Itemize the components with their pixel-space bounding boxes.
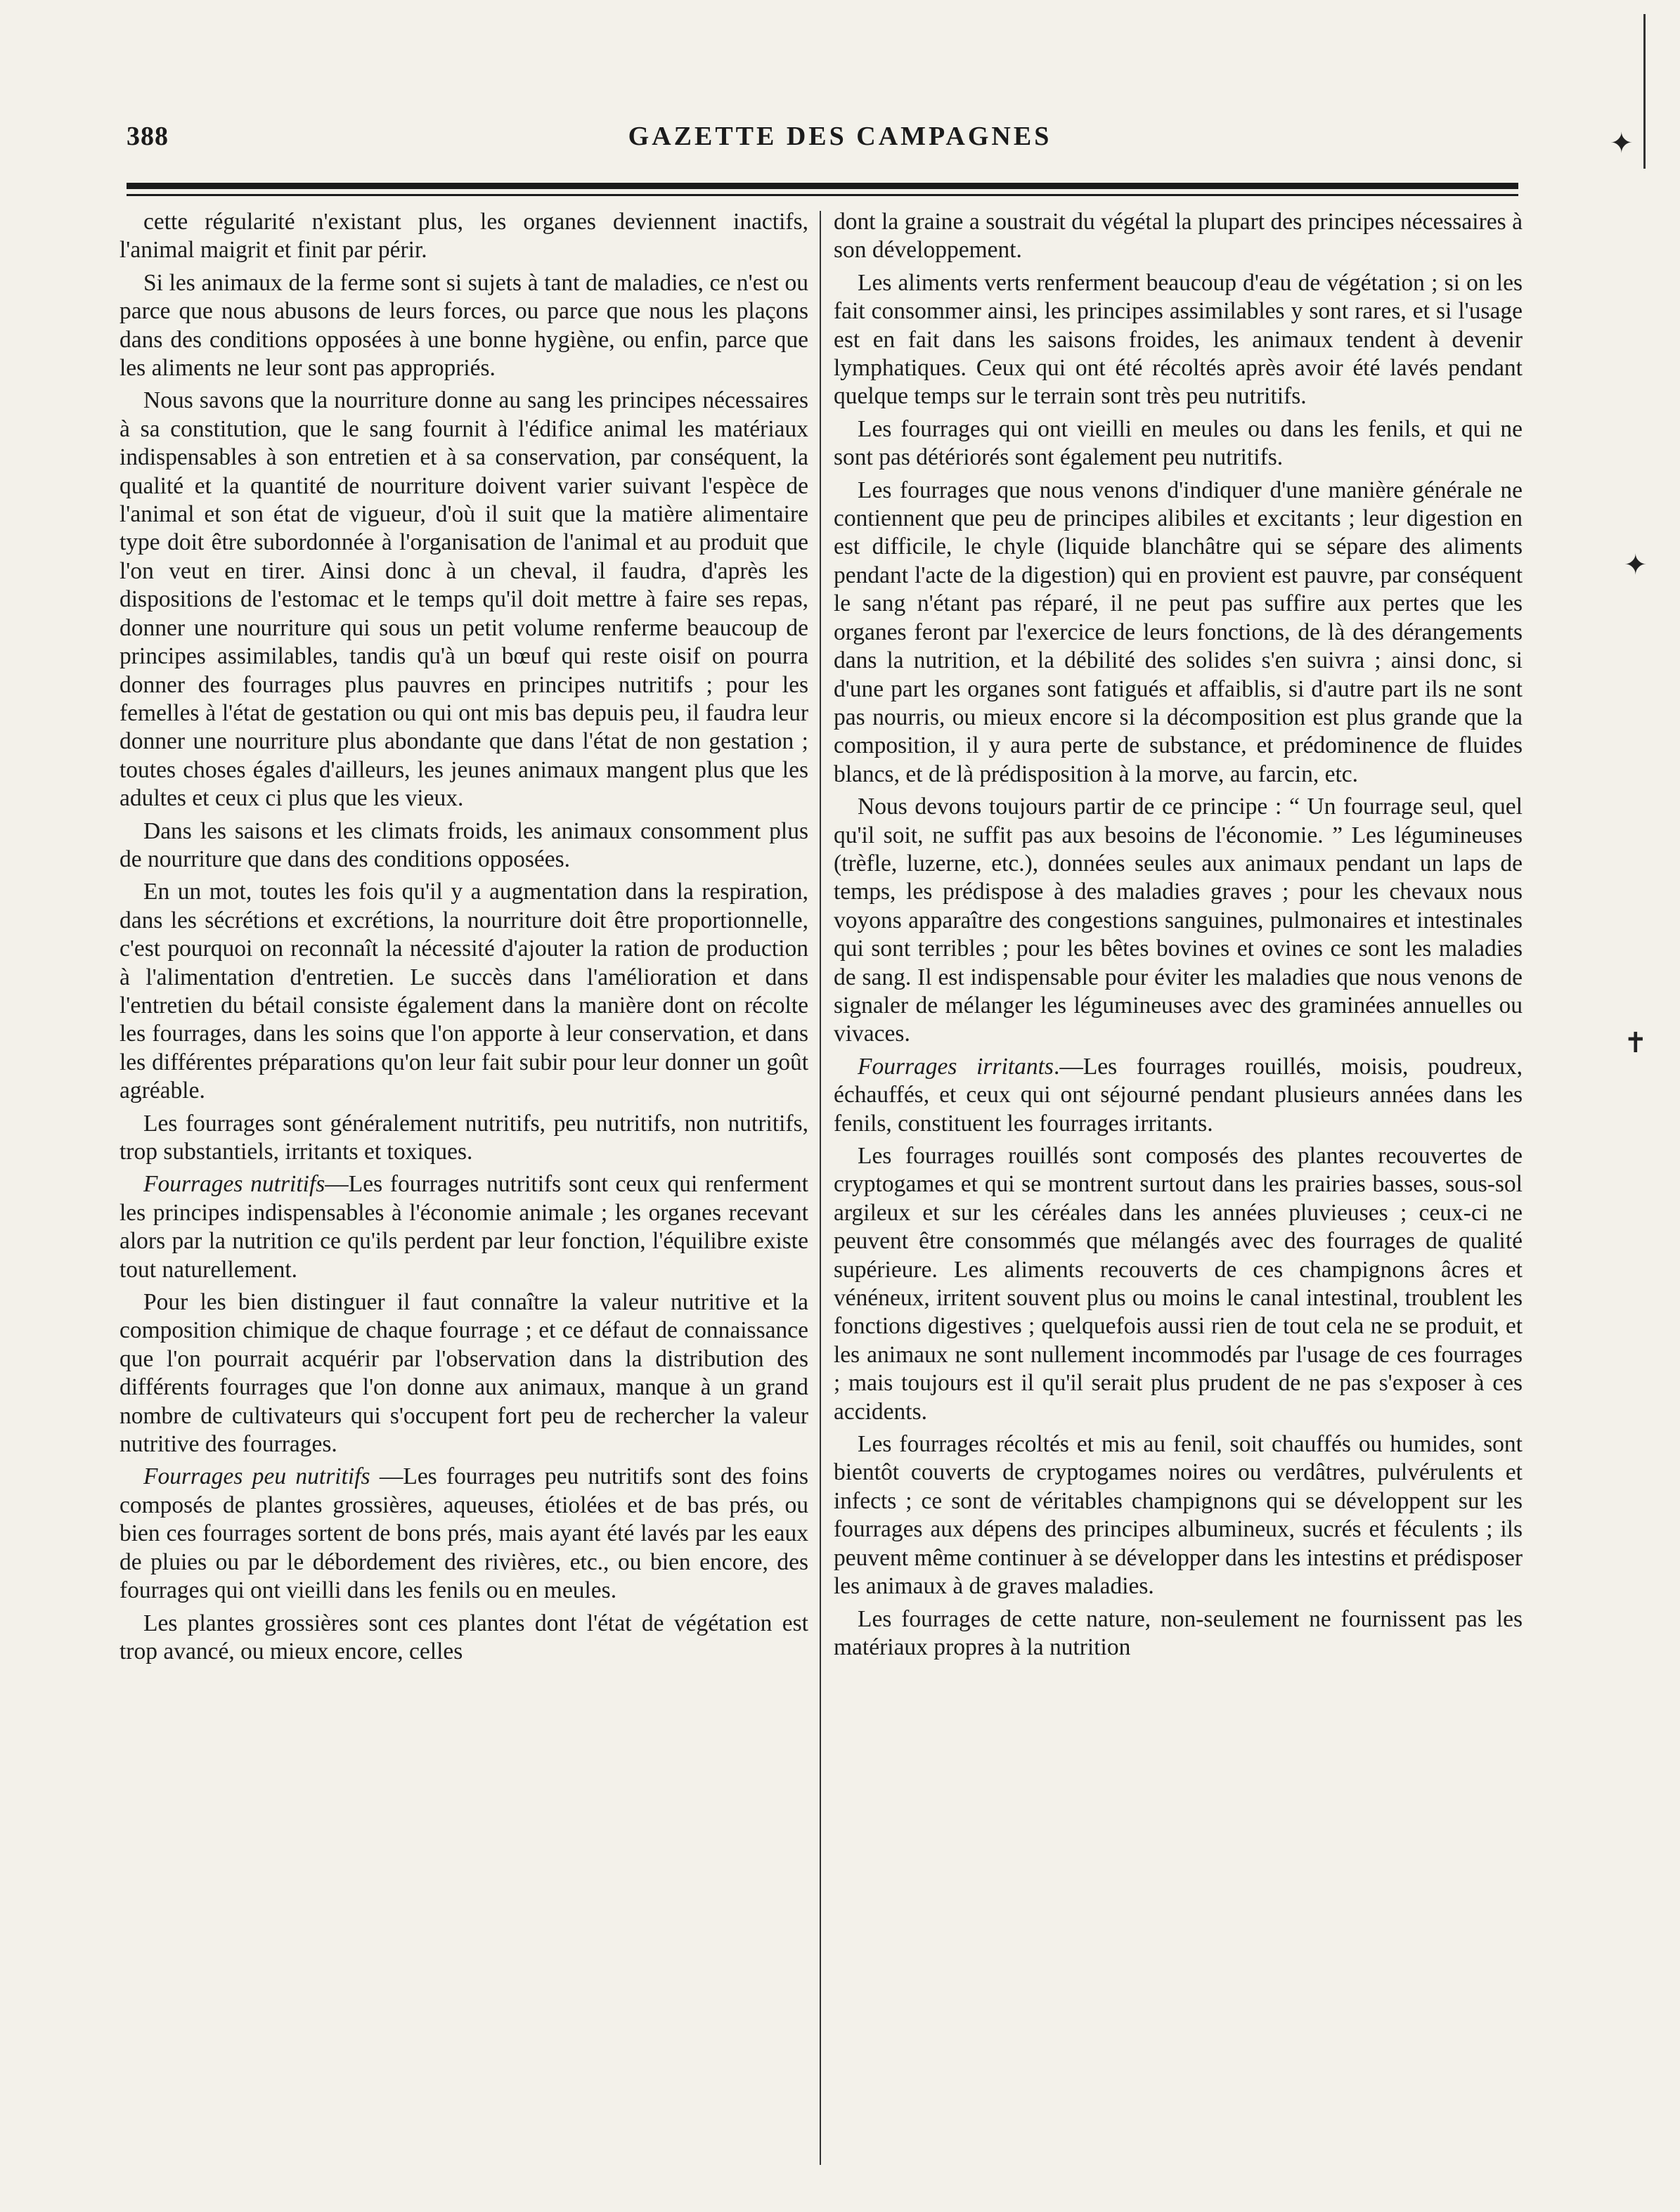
margin-ornament-mid: ✦ [1624, 549, 1648, 581]
paragraph [834, 1605, 1523, 1662]
paragraph-text: Les fourrages qui ont vieilli en meules ou dans les fenils, et qui ne sont pas détériorés sont également peu nutritifs. [834, 415, 1523, 471]
paragraph [119, 1288, 808, 1459]
paragraph-text: .—Les fourrages rouillés, moisis, poudreux, échauffés, et ceux qui ont séjourné pendant plusieurs années dans les fenils, constituent les fourrages irritants. [834, 1053, 1523, 1137]
paragraph-text: Les aliments verts renferment beaucoup d'eau de végétation ; si on les fait consommer ainsi, les principes assimilables y sont rares, et si l'usage est en fait dans les saisons froides, les animaux tendent à devenir lymphatiques. Ceux qui ont été récoltés après avoir été lavés pendant quelque temps sur le terrain sont très peu nutritifs. [834, 269, 1523, 410]
margin-line [1643, 14, 1646, 169]
column-divider [820, 211, 821, 2165]
section-lead: Fourrages peu nutritifs [143, 1463, 370, 1490]
paragraph [119, 387, 808, 813]
paragraph [834, 793, 1523, 1049]
paragraph-text: Les fourrages que nous venons d'indiquer d'une manière générale ne contiennent que peu de principes alibiles et excitants ; leur digestion en est difficile, le chyle (liquide blanchâtre qui se sépare des aliments pendant l'acte de la digestion) qui en provient est pauvre, par conséquent le sang n'étant pas réparé, il ne peut pas suffire aux pertes que les organes feront par l'exercice de leurs fonctions, de là des dérangements dans la nutrition, et la débilité des solides s'en suivra ; ainsi donc, si d'une part les organes sont fatigués et affaiblis, si d'autre part ils ne sont pas nourris, ou mieux encore si la décomposition est plus grande que la composition, il y aura perte de substance, et prédominence de fluides blancs, et de là prédisposition à la morve, au farcin, etc. [834, 477, 1523, 787]
margin-ornament-low: ✝ [1624, 1027, 1648, 1059]
header-rule-thick [127, 183, 1518, 189]
paragraph-text: cette régularité n'existant plus, les organes deviennent inactifs, l'animal maigrit et finit par périr. [119, 209, 808, 264]
paragraph [834, 477, 1523, 789]
paragraph [119, 1463, 808, 1605]
paragraph-text: Les fourrages récoltés et mis au fenil, soit chauffés ou humides, sont bientôt couverts de cryptogames noires ou verdâtres, pulvérulents et infects ; ce sont de véritables champignons qui se développent sur les fourrages aux dépens des principes albumineux, sucrés et féculents ; ils peuvent même continuer à se développer dans les intestins et prédisposer les animaux à de graves maladies. [834, 1431, 1523, 1600]
paragraph [119, 1110, 808, 1167]
paragraph-text: —Les fourrages nutritifs sont ceux qui renferment les principes indispensables à l'économie animale ; les organes recevant alors par la nutrition ce qu'ils perdent par leur fonction, l'équilibre existe tout naturellement. [119, 1171, 808, 1283]
paragraph [834, 1142, 1523, 1426]
paragraph [834, 415, 1523, 472]
paragraph-text: Nous devons toujours partir de ce principe : “ Un fourrage seul, quel qu'il soit, ne suffit pas aux besoins de l'économie. ” Les légumineuses (trèfle, luzerne, etc.), données seules aux animaux pendant un laps de temps, les prédispose à des maladies graves ; pour les chevaux nous voyons apparaître des congestions sanguines, pulmonaires et intestinales qui sont terribles ; pour les bêtes bovines et ovines ce sont les maladies de sang. Il est indispensable pour éviter les maladies que nous venons de signaler de mélanger les légumineuses avec des graminées annuelles ou vivaces. [834, 794, 1523, 1047]
paragraph-text: Les plantes grossières sont ces plantes dont l'état de végétation est trop avancé, ou mieux encore, celles [119, 1610, 808, 1664]
right-column [834, 208, 1523, 2183]
paragraph-text: Nous savons que la nourriture donne au sang les principes nécessaires à sa constitution, que le sang fournit à l'édifice animal les matériaux indispensables à son entretien et à sa conservation, par conséquent, la qualité et la quantité de nourriture doivent varier suivant l'espèce de l'animal et son état de vigueur, d'où il suit que la matière alimentaire type doit être subordonnée à l'organisation de l'animal et au produit que l'on veut en tirer. Ainsi donc à un cheval, il faudra, d'après les dispositions de l'estomac et le temps qu'il doit mettre à faire ses repas, donner une nourriture qui sous un petit volume renferme beaucoup de principes assimilables, tandis qu'à un bœuf qui reste oisif on pourra donner des fourrages plus pauvres en principes nutritifs ; pour les femelles à l'état de gestation ou qui ont mis bas depuis peu, il faudra leur donner une nourriture plus abondante que dans l'état de non gestation ; toutes choses égales d'ailleurs, les jeunes animaux mangent plus que les adultes et ceux ci plus que les vieux. [119, 387, 808, 812]
paragraph [119, 269, 808, 383]
page-number: 388 [127, 122, 169, 151]
paragraph-text: dont la graine a soustrait du végétal la plupart des principes nécessaires à son développement. [834, 209, 1523, 264]
margin-ornament-top: ✦ [1610, 127, 1634, 159]
section-lead: Fourrages nutritifs [143, 1171, 325, 1198]
paragraph-text: Les fourrages rouillés sont composés des plantes recouvertes de cryptogames et qui se montrent surtout dans les prairies basses, sous-sol argileux et sur les céréales dans les années pluvieuses ; ceux-ci ne peuvent être consommés que mélangés avec des fourrages de qualité supérieure. Les aliments recouverts de ces champignons âcres et vénéneux, irritent souvent plus ou moins le canal intestinal, troublent les fonctions digestives ; quelquefois aussi rien de tout cela ne se produit, et les animaux ne sont nullement incommodés par l'usage de ces fourrages ; mais toujours est il qu'il serait plus prudent de ne pas s'exposer à ces accidents. [834, 1143, 1523, 1425]
paragraph-text: Dans les saisons et les climats froids, les animaux consomment plus de nourriture que dans des conditions opposées. [119, 817, 808, 872]
paragraph [119, 1610, 808, 1667]
paragraph [119, 208, 808, 265]
paragraph-text: —Les fourrages peu nutritifs sont des foins composés de plantes grossières, aqueuses, étiolées et de bas prés, ou bien ces fourrages sortent de bons prés, mais ayant été lavés par les eaux de pluies ou par le débordement des rivières, etc., ou bien encore, des fourrages qui ont vieilli dans les fenils ou en meules. [119, 1463, 808, 1604]
paragraph [834, 1053, 1523, 1138]
paragraph [834, 269, 1523, 411]
paragraph [834, 208, 1523, 265]
header-rule-thin [127, 194, 1518, 196]
paragraph-text: Les fourrages sont généralement nutritifs, peu nutritifs, non nutritifs, trop substantiels, irritants et toxiques. [119, 1110, 808, 1165]
paragraph [119, 817, 808, 874]
paragraph-text: Les fourrages de cette nature, non-seulement ne fournissent pas les matériaux propres à la nutrition [834, 1605, 1523, 1660]
paragraph [119, 1170, 808, 1284]
paragraph-text: Pour les bien distinguer il faut connaître la valeur nutritive et la composition chimique de chaque fourrage ; et ce défaut de connaissance que l'on pourrait acquérir par l'observation dans la distribution des différents fourrages que l'on donne aux animaux, manque à un grand nombre de cultivateurs qui s'occupent fort peu de rechercher la valeur nutritive des fourrages. [119, 1289, 808, 1458]
page-header-title: GAZETTE DES CAMPAGNES [628, 122, 1052, 151]
paragraph [119, 878, 808, 1105]
section-lead: Fourrages irritants [858, 1053, 1054, 1080]
paragraph [834, 1430, 1523, 1600]
paragraph-text: En un mot, toutes les fois qu'il y a augmentation dans la respiration, dans les sécrétions et excrétions, la nourriture doit être proportionnelle, c'est pourquoi on reconnaît la nécessité d'ajouter la ration de production à l'alimentation d'entretien. Le succès dans l'amélioration et dans l'entretien du bétail consiste également dans la manière dont on récolte les fourrages, dans les soins que l'on apporte à leur conservation, et dans les différentes préparations qu'on leur fait subir pour leur donner un goût agréable. [119, 879, 808, 1104]
left-column [119, 208, 808, 2183]
paragraph-text: Si les animaux de la ferme sont si sujets à tant de maladies, ce n'est ou parce que nous abusons de leurs forces, ou parce que nous les plaçons dans des conditions opposées à une bonne hygiène, ou enfin, parce que les aliments ne leur sont pas appropriés. [119, 269, 808, 382]
